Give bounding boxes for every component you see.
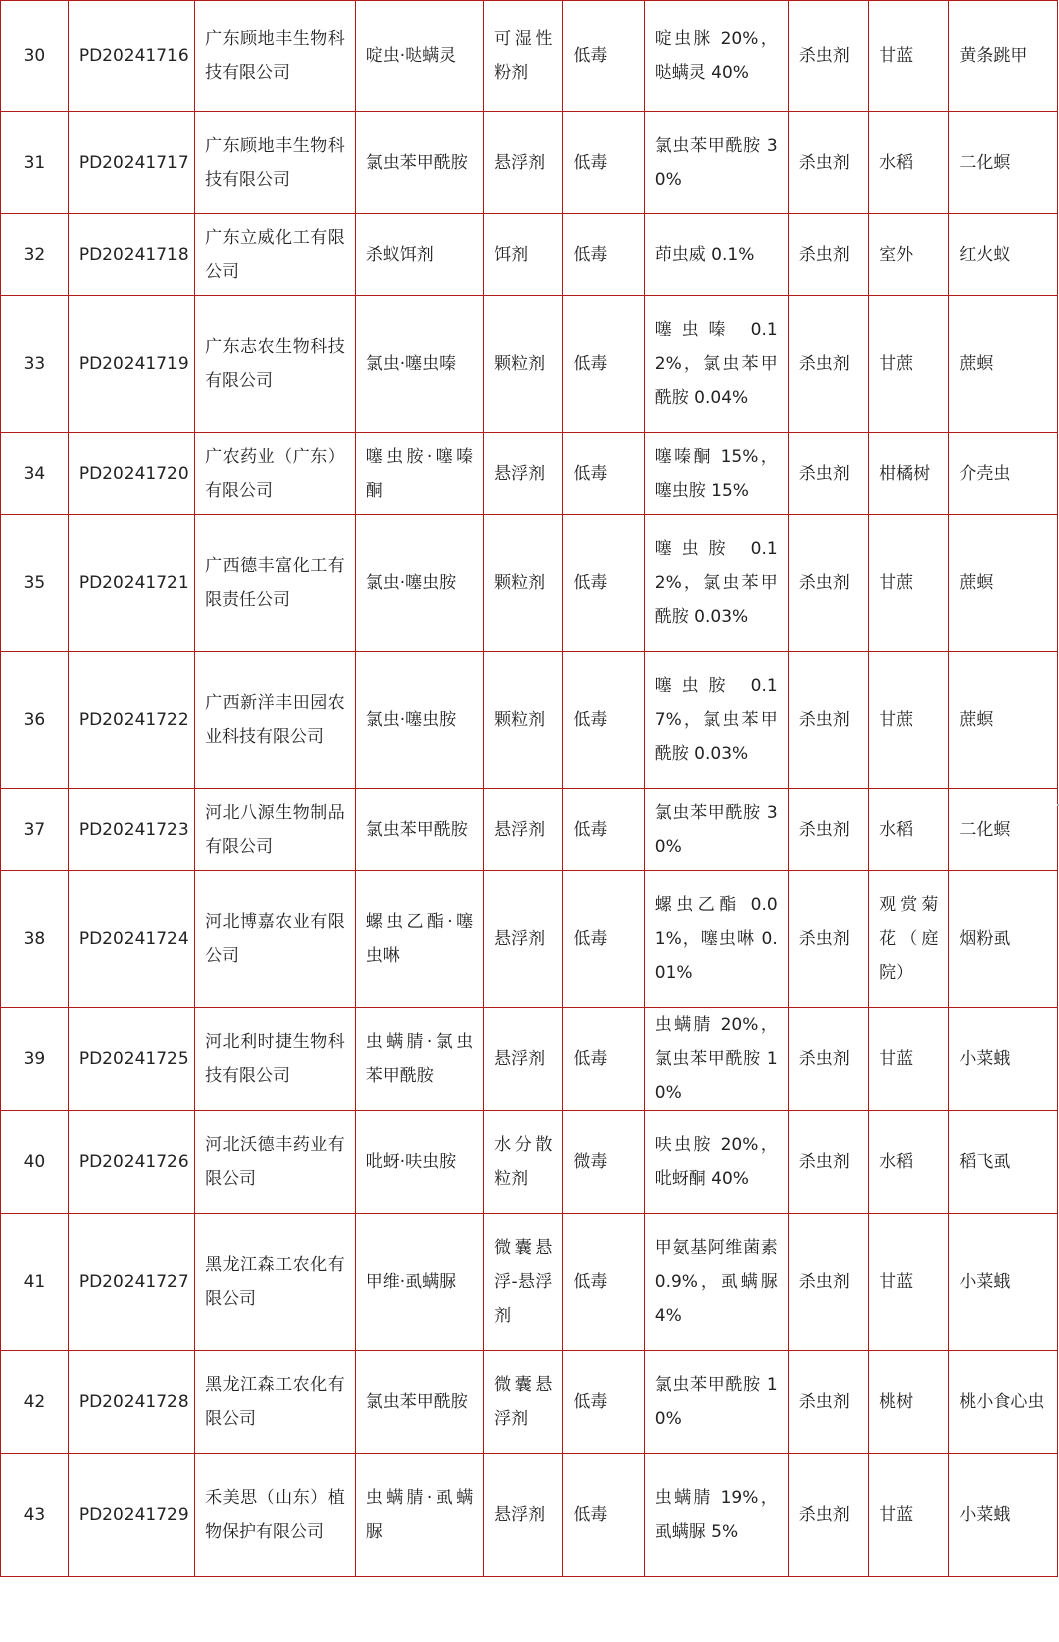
cell-registration-code: PD20241719 bbox=[68, 296, 194, 433]
cell-pest: 蔗螟 bbox=[949, 296, 1058, 433]
cell-toxicity: 低毒 bbox=[563, 1008, 644, 1111]
cell-number: 38 bbox=[1, 871, 69, 1008]
cell-product-name: 氯虫苯甲酰胺 bbox=[355, 1351, 483, 1454]
cell-product-name: 虫螨腈·虱螨脲 bbox=[355, 1454, 483, 1577]
cell-registration-code: PD20241718 bbox=[68, 214, 194, 296]
cell-toxicity: 低毒 bbox=[563, 112, 644, 214]
cell-registration-code: PD20241720 bbox=[68, 433, 194, 515]
cell-registration-code: PD20241729 bbox=[68, 1454, 194, 1577]
cell-registration-code: PD20241717 bbox=[68, 112, 194, 214]
cell-product-name: 吡蚜·呋虫胺 bbox=[355, 1111, 483, 1214]
cell-pest: 小菜蛾 bbox=[949, 1008, 1058, 1111]
cell-category: 杀虫剂 bbox=[788, 789, 868, 871]
table-row bbox=[1, 1, 1058, 112]
cell-ingredients: 虫螨腈 20%，氯虫苯甲酰胺 10% bbox=[644, 1008, 788, 1111]
cell-formulation: 悬浮剂 bbox=[484, 871, 563, 1008]
cell-product-name: 氯虫苯甲酰胺 bbox=[355, 789, 483, 871]
cell-number: 41 bbox=[1, 1214, 69, 1351]
cell-formulation: 饵剂 bbox=[484, 214, 563, 296]
cell-category: 杀虫剂 bbox=[788, 296, 868, 433]
cell-pest: 蔗螟 bbox=[949, 652, 1058, 789]
cell-number: 35 bbox=[1, 515, 69, 652]
cell-product-name: 氯虫苯甲酰胺 bbox=[355, 112, 483, 214]
cell-toxicity: 低毒 bbox=[563, 296, 644, 433]
cell-pest: 小菜蛾 bbox=[949, 1454, 1058, 1577]
cell-ingredients: 螺虫乙酯 0.01%，噻虫啉 0.01% bbox=[644, 871, 788, 1008]
cell-pest: 二化螟 bbox=[949, 112, 1058, 214]
cell-product-name: 螺虫乙酯·噻虫啉 bbox=[355, 871, 483, 1008]
cell-category: 杀虫剂 bbox=[788, 1351, 868, 1454]
cell-toxicity: 低毒 bbox=[563, 652, 644, 789]
cell-category: 杀虫剂 bbox=[788, 1214, 868, 1351]
cell-pest: 小菜蛾 bbox=[949, 1214, 1058, 1351]
cell-number: 39 bbox=[1, 1008, 69, 1111]
cell-company: 黑龙江森工农化有限公司 bbox=[195, 1214, 356, 1351]
cell-formulation: 颗粒剂 bbox=[484, 515, 563, 652]
cell-toxicity: 低毒 bbox=[563, 871, 644, 1008]
cell-crop: 桃树 bbox=[869, 1351, 949, 1454]
cell-category: 杀虫剂 bbox=[788, 652, 868, 789]
cell-formulation: 可湿性粉剂 bbox=[484, 1, 563, 112]
table-row bbox=[1, 1008, 1058, 1111]
cell-formulation: 颗粒剂 bbox=[484, 652, 563, 789]
table-row bbox=[1, 515, 1058, 652]
cell-company: 黑龙江森工农化有限公司 bbox=[195, 1351, 356, 1454]
table-row bbox=[1, 214, 1058, 296]
cell-category: 杀虫剂 bbox=[788, 1454, 868, 1577]
cell-number: 34 bbox=[1, 433, 69, 515]
cell-crop: 甘蔗 bbox=[869, 515, 949, 652]
cell-crop: 甘蓝 bbox=[869, 1214, 949, 1351]
cell-registration-code: PD20241727 bbox=[68, 1214, 194, 1351]
cell-number: 36 bbox=[1, 652, 69, 789]
cell-company: 广东顾地丰生物科技有限公司 bbox=[195, 112, 356, 214]
cell-company: 河北利时捷生物科技有限公司 bbox=[195, 1008, 356, 1111]
cell-number: 31 bbox=[1, 112, 69, 214]
table-row bbox=[1, 1454, 1058, 1577]
table-row bbox=[1, 1351, 1058, 1454]
cell-crop: 观赏菊花（庭院） bbox=[869, 871, 949, 1008]
cell-number: 33 bbox=[1, 296, 69, 433]
cell-crop: 甘蓝 bbox=[869, 1454, 949, 1577]
cell-ingredients: 茚虫威 0.1% bbox=[644, 214, 788, 296]
cell-ingredients: 氯虫苯甲酰胺 30% bbox=[644, 789, 788, 871]
table-row bbox=[1, 652, 1058, 789]
cell-formulation: 水分散粒剂 bbox=[484, 1111, 563, 1214]
table-row bbox=[1, 112, 1058, 214]
table-row bbox=[1, 433, 1058, 515]
cell-product-name: 杀蚁饵剂 bbox=[355, 214, 483, 296]
cell-category: 杀虫剂 bbox=[788, 1111, 868, 1214]
cell-company: 河北博嘉农业有限公司 bbox=[195, 871, 356, 1008]
table-row bbox=[1, 789, 1058, 871]
cell-ingredients: 氯虫苯甲酰胺 30% bbox=[644, 112, 788, 214]
cell-pest: 稻飞虱 bbox=[949, 1111, 1058, 1214]
cell-registration-code: PD20241728 bbox=[68, 1351, 194, 1454]
cell-number: 42 bbox=[1, 1351, 69, 1454]
cell-ingredients: 氯虫苯甲酰胺 10% bbox=[644, 1351, 788, 1454]
cell-company: 广东顾地丰生物科技有限公司 bbox=[195, 1, 356, 112]
cell-pest: 二化螟 bbox=[949, 789, 1058, 871]
cell-product-name: 氯虫·噻虫嗪 bbox=[355, 296, 483, 433]
cell-toxicity: 低毒 bbox=[563, 1, 644, 112]
cell-formulation: 悬浮剂 bbox=[484, 1454, 563, 1577]
cell-company: 河北沃德丰药业有限公司 bbox=[195, 1111, 356, 1214]
cell-registration-code: PD20241721 bbox=[68, 515, 194, 652]
cell-toxicity: 低毒 bbox=[563, 1351, 644, 1454]
cell-number: 37 bbox=[1, 789, 69, 871]
cell-product-name: 氯虫·噻虫胺 bbox=[355, 515, 483, 652]
cell-crop: 甘蔗 bbox=[869, 652, 949, 789]
cell-company: 广农药业（广东）有限公司 bbox=[195, 433, 356, 515]
cell-product-name: 甲维·虱螨脲 bbox=[355, 1214, 483, 1351]
table-body bbox=[1, 1, 1058, 1577]
cell-registration-code: PD20241724 bbox=[68, 871, 194, 1008]
cell-number: 40 bbox=[1, 1111, 69, 1214]
cell-category: 杀虫剂 bbox=[788, 433, 868, 515]
cell-crop: 水稻 bbox=[869, 789, 949, 871]
cell-registration-code: PD20241723 bbox=[68, 789, 194, 871]
cell-formulation: 微囊悬浮-悬浮剂 bbox=[484, 1214, 563, 1351]
cell-formulation: 微囊悬浮剂 bbox=[484, 1351, 563, 1454]
cell-crop: 甘蓝 bbox=[869, 1, 949, 112]
cell-crop: 水稻 bbox=[869, 1111, 949, 1214]
cell-toxicity: 低毒 bbox=[563, 433, 644, 515]
cell-number: 32 bbox=[1, 214, 69, 296]
cell-pest: 烟粉虱 bbox=[949, 871, 1058, 1008]
cell-ingredients: 噻虫胺 0.12%，氯虫苯甲酰胺 0.03% bbox=[644, 515, 788, 652]
cell-ingredients: 甲氨基阿维菌素 0.9%，虱螨脲 4% bbox=[644, 1214, 788, 1351]
cell-company: 河北八源生物制品有限公司 bbox=[195, 789, 356, 871]
cell-product-name: 啶虫·哒螨灵 bbox=[355, 1, 483, 112]
cell-ingredients: 噻嗪酮 15%，噻虫胺 15% bbox=[644, 433, 788, 515]
cell-crop: 柑橘树 bbox=[869, 433, 949, 515]
cell-crop: 室外 bbox=[869, 214, 949, 296]
cell-crop: 水稻 bbox=[869, 112, 949, 214]
cell-pest: 蔗螟 bbox=[949, 515, 1058, 652]
cell-ingredients: 虫螨腈 19%，虱螨脲 5% bbox=[644, 1454, 788, 1577]
cell-company: 广东立威化工有限公司 bbox=[195, 214, 356, 296]
table-row bbox=[1, 296, 1058, 433]
cell-category: 杀虫剂 bbox=[788, 112, 868, 214]
cell-category: 杀虫剂 bbox=[788, 1008, 868, 1111]
cell-pest: 黄条跳甲 bbox=[949, 1, 1058, 112]
cell-ingredients: 呋虫胺 20%，吡蚜酮 40% bbox=[644, 1111, 788, 1214]
cell-company: 广西德丰富化工有限责任公司 bbox=[195, 515, 356, 652]
table-row bbox=[1, 871, 1058, 1008]
table-row bbox=[1, 1111, 1058, 1214]
cell-formulation: 悬浮剂 bbox=[484, 789, 563, 871]
cell-toxicity: 低毒 bbox=[563, 214, 644, 296]
cell-formulation: 悬浮剂 bbox=[484, 112, 563, 214]
cell-product-name: 氯虫·噻虫胺 bbox=[355, 652, 483, 789]
cell-ingredients: 噻虫嗪 0.12%，氯虫苯甲酰胺 0.04% bbox=[644, 296, 788, 433]
cell-toxicity: 低毒 bbox=[563, 789, 644, 871]
cell-company: 广西新洋丰田园农业科技有限公司 bbox=[195, 652, 356, 789]
cell-toxicity: 低毒 bbox=[563, 1214, 644, 1351]
cell-pest: 红火蚁 bbox=[949, 214, 1058, 296]
cell-company: 禾美思（山东）植物保护有限公司 bbox=[195, 1454, 356, 1577]
cell-ingredients: 噻虫胺 0.17%，氯虫苯甲酰胺 0.03% bbox=[644, 652, 788, 789]
cell-company: 广东志农生物科技有限公司 bbox=[195, 296, 356, 433]
cell-number: 43 bbox=[1, 1454, 69, 1577]
cell-formulation: 颗粒剂 bbox=[484, 296, 563, 433]
cell-toxicity: 低毒 bbox=[563, 515, 644, 652]
cell-formulation: 悬浮剂 bbox=[484, 433, 563, 515]
cell-ingredients: 啶虫脒 20%，哒螨灵 40% bbox=[644, 1, 788, 112]
cell-number: 30 bbox=[1, 1, 69, 112]
cell-registration-code: PD20241716 bbox=[68, 1, 194, 112]
table-row bbox=[1, 1214, 1058, 1351]
cell-toxicity: 低毒 bbox=[563, 1454, 644, 1577]
cell-crop: 甘蓝 bbox=[869, 1008, 949, 1111]
cell-crop: 甘蔗 bbox=[869, 296, 949, 433]
cell-category: 杀虫剂 bbox=[788, 515, 868, 652]
cell-category: 杀虫剂 bbox=[788, 1, 868, 112]
cell-registration-code: PD20241722 bbox=[68, 652, 194, 789]
cell-formulation: 悬浮剂 bbox=[484, 1008, 563, 1111]
cell-category: 杀虫剂 bbox=[788, 871, 868, 1008]
cell-pest: 桃小食心虫 bbox=[949, 1351, 1058, 1454]
cell-pest: 介壳虫 bbox=[949, 433, 1058, 515]
cell-toxicity: 微毒 bbox=[563, 1111, 644, 1214]
cell-product-name: 噻虫胺·噻嗪酮 bbox=[355, 433, 483, 515]
cell-category: 杀虫剂 bbox=[788, 214, 868, 296]
cell-product-name: 虫螨腈·氯虫苯甲酰胺 bbox=[355, 1008, 483, 1111]
cell-registration-code: PD20241725 bbox=[68, 1008, 194, 1111]
cell-registration-code: PD20241726 bbox=[68, 1111, 194, 1214]
